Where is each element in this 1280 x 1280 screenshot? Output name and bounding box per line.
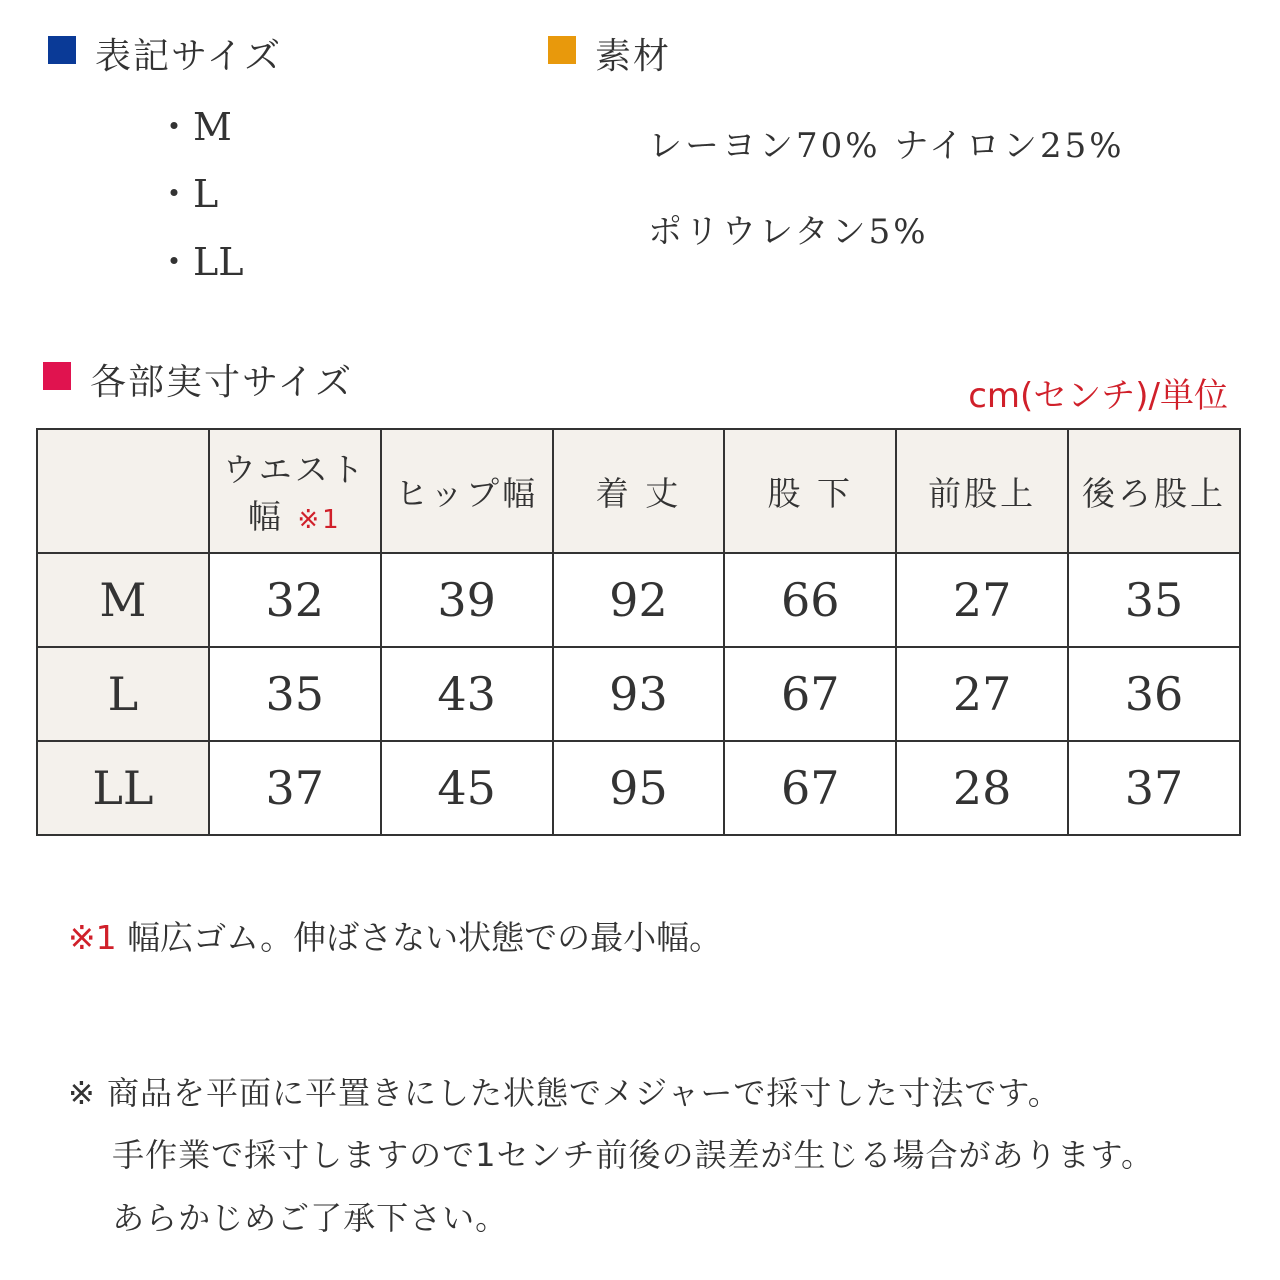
cell: 37 bbox=[1068, 741, 1240, 835]
table-row bbox=[37, 741, 1240, 835]
cell: 93 bbox=[553, 647, 725, 741]
row-size: LL bbox=[37, 741, 209, 835]
note-mark: ※1 bbox=[297, 505, 342, 535]
col-back-rise: 後ろ股上 bbox=[1068, 429, 1240, 553]
waist-note bbox=[68, 912, 722, 959]
blue-square-icon bbox=[48, 36, 76, 64]
cell: 28 bbox=[896, 741, 1068, 835]
col-length: 着 丈 bbox=[553, 429, 725, 553]
col-hip: ヒップ幅 bbox=[381, 429, 553, 553]
cell: 43 bbox=[381, 647, 553, 741]
cell: 32 bbox=[209, 553, 381, 647]
col-waist bbox=[209, 429, 381, 553]
cell: 35 bbox=[209, 647, 381, 741]
table-header-row bbox=[37, 429, 1240, 553]
cell: 67 bbox=[724, 647, 896, 741]
cell: 67 bbox=[724, 741, 896, 835]
row-size: L bbox=[37, 647, 209, 741]
table-row bbox=[37, 553, 1240, 647]
size-table bbox=[36, 428, 1241, 836]
cell: 36 bbox=[1068, 647, 1240, 741]
cell: 27 bbox=[896, 553, 1068, 647]
pink-square-icon bbox=[43, 362, 71, 390]
labeled-size-heading: 表記サイズ bbox=[95, 36, 283, 77]
cell: 92 bbox=[553, 553, 725, 647]
material-line: ポリウレタン5% bbox=[648, 212, 929, 252]
size-item: ・L bbox=[155, 172, 219, 216]
disclaimer-line: あらかじめご了承下さい。 bbox=[68, 1199, 509, 1237]
cell: 95 bbox=[553, 741, 725, 835]
unit-label: cm(センチ)/単位 bbox=[968, 376, 1228, 416]
material-line: レーヨン70% ナイロン25% bbox=[648, 126, 1125, 166]
col-inseam: 股 下 bbox=[724, 429, 896, 553]
note-text: 幅広ゴム。伸ばさない状態での最小幅。 bbox=[127, 918, 723, 957]
corner-cell bbox=[37, 429, 209, 553]
cell: 66 bbox=[724, 553, 896, 647]
cell: 39 bbox=[381, 553, 553, 647]
disclaimer-line: ※ 商品を平面に平置きにした状態でメジャーで採寸した寸法です。 bbox=[68, 1074, 1061, 1112]
orange-square-icon bbox=[548, 36, 576, 64]
cell: 35 bbox=[1068, 553, 1240, 647]
cell: 45 bbox=[381, 741, 553, 835]
measurements-heading: 各部実寸サイズ bbox=[90, 362, 354, 403]
size-item: ・M bbox=[155, 105, 232, 149]
col-label: ウエスト幅 bbox=[222, 450, 367, 536]
material-heading: 素材 bbox=[595, 36, 672, 77]
table-row bbox=[37, 647, 1240, 741]
cell: 27 bbox=[896, 647, 1068, 741]
col-front-rise: 前股上 bbox=[896, 429, 1068, 553]
row-size: M bbox=[37, 553, 209, 647]
size-item: ・LL bbox=[155, 240, 244, 284]
cell: 37 bbox=[209, 741, 381, 835]
note-mark: ※1 bbox=[68, 918, 117, 957]
disclaimer-line: 手作業で採寸しますので1センチ前後の誤差が生じる場合があります。 bbox=[68, 1136, 1154, 1174]
